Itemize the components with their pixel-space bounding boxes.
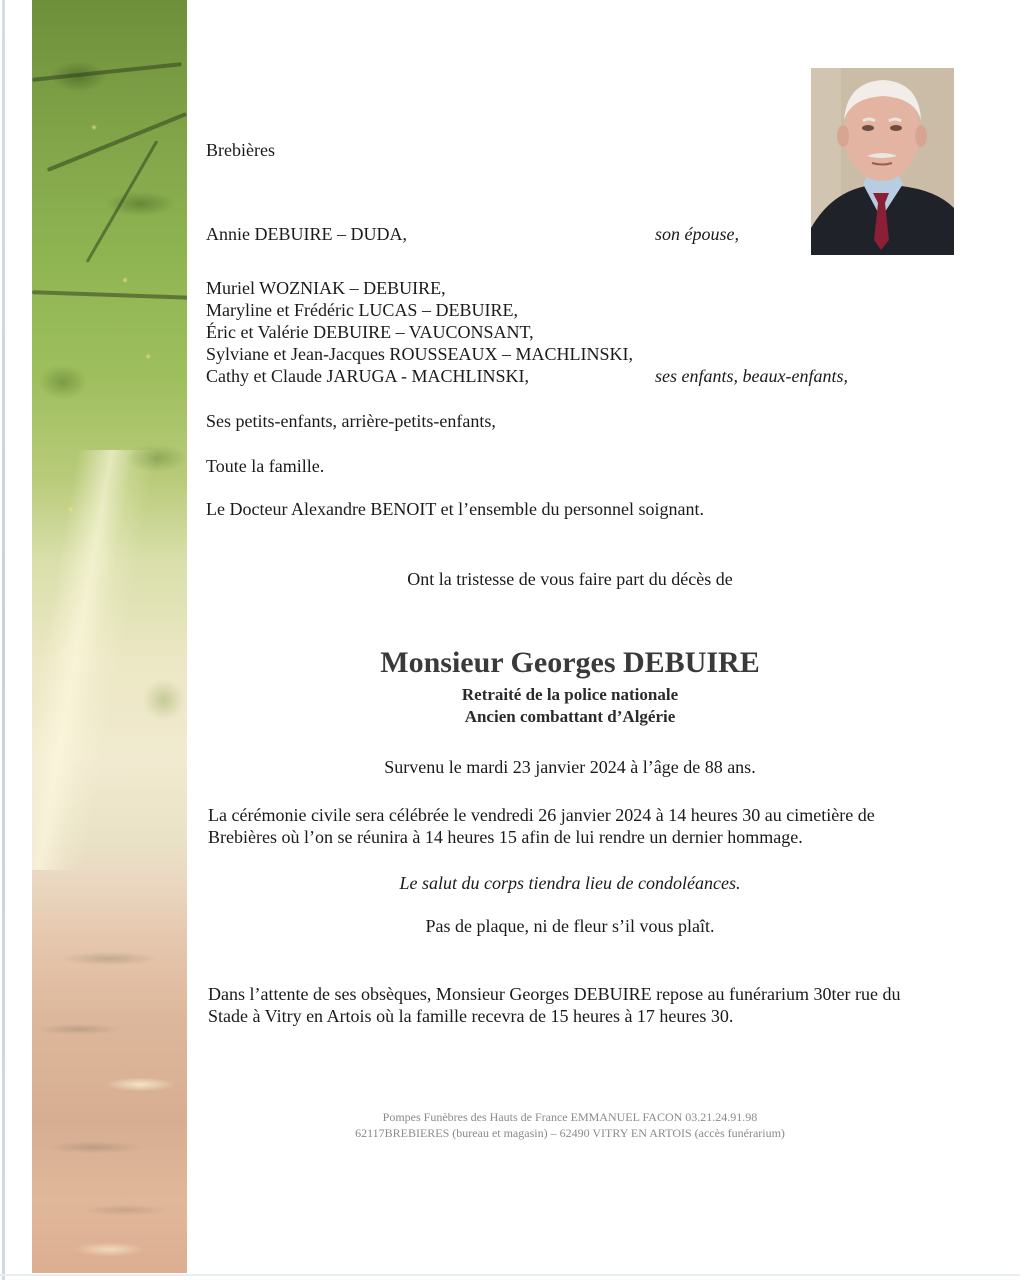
footer-company: Pompes Funèbres des Hauts de France EMMANUEL FACON 03.21.24.91.98 [382,1110,758,1124]
footer-address: 62117BREBIERES (bureau et magasin) – 62490 VITRY EN ARTOIS (accès funérarium) [355,1126,785,1140]
deceased-title: Retraité de la police nationale [461,685,679,704]
family-text: Toute la famille. [206,456,325,476]
child-name: Sylviane et Jean-Jacques ROUSSEAUX – MACHLINSKI, [206,344,633,364]
child-name: Muriel WOZNIAK – DEBUIRE, [206,278,446,298]
grandchildren-text: Ses petits-enfants, arrière-petits-enfants, [206,411,496,431]
spouse-relation: son épouse, [655,224,739,244]
funerarium-line: Dans l’attente de ses obsèques, Monsieur Georges DEBUIRE repose au funérarium 30ter rue du [208,984,901,1004]
deceased-title: Ancien combattant d’Algérie [464,707,676,726]
page-bottom-line [0,1274,1020,1276]
announcement-text: Ont la tristesse de vous faire part du décès de [407,569,733,589]
sunrays-overlay [32,450,187,870]
funerarium-line: Stade à Vitry en Artois où la famille recevra de 15 heures à 17 heures 30. [208,1006,734,1026]
forest-path-texture [32,880,187,1273]
death-notice-text: Survenu le mardi 23 janvier 2024 à l’âge de 88 ans. [384,757,756,777]
spouse-name: Annie DEBUIRE – DUDA, [206,224,407,244]
child-name: Maryline et Frédéric LUCAS – DEBUIRE, [206,300,518,320]
deceased-name: Monsieur Georges DEBUIRE [380,646,760,679]
condolences-text: Le salut du corps tiendra lieu de condoléances. [399,873,741,893]
child-name: Éric et Valérie DEBUIRE – VAUCONSANT, [206,322,534,342]
portrait-drawing [811,68,954,255]
page-edge-line [2,0,5,1280]
location-text: Brebières [206,140,275,160]
no-flowers-text: Pas de plaque, ni de fleur s’il vous plaît. [425,916,715,936]
forest-path-sunrays-image [32,0,187,1273]
child-name: Cathy et Claude JARUGA - MACHLINSKI, [206,366,529,386]
children-relation: ses enfants, beaux-enfants, [655,366,848,386]
doctor-text: Le Docteur Alexandre BENOIT et l’ensemble du personnel soignant. [206,499,705,519]
ceremony-line: Brebières où l’on se réunira à 14 heures 15 afin de lui rendre un dernier hommage. [208,827,803,847]
ceremony-line: La cérémonie civile sera célébrée le vendredi 26 janvier 2024 à 14 heures 30 au cimetière de [208,805,875,825]
portrait-photo [811,68,954,255]
